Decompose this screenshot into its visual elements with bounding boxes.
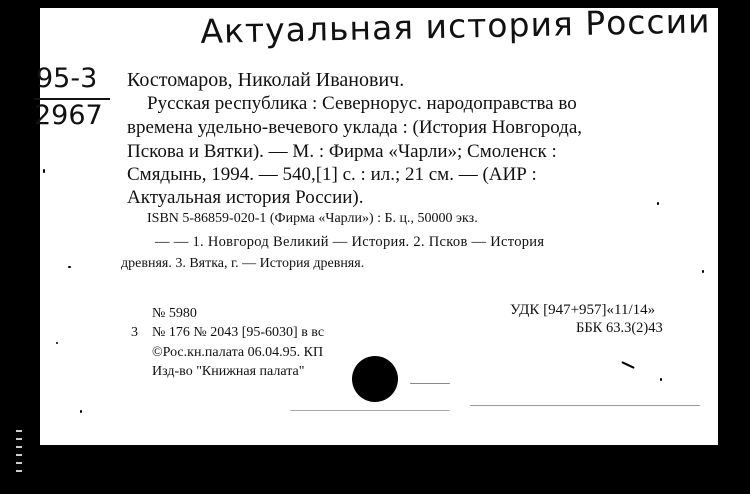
scan-speck [621, 361, 635, 369]
udk-classification: УДК [947+957]«11/14» [510, 302, 656, 318]
scan-speck [290, 410, 450, 411]
subjects-line-2: древняя. 3. Вятка, г. — История древняя. [121, 256, 365, 271]
scan-speck [80, 410, 82, 413]
scan-speck [702, 270, 704, 273]
title-line-2: времена удельно-вечевого уклада : (История Новгорода, [127, 117, 583, 138]
edge-tick [16, 438, 22, 440]
title-line-4: Смядынь, 1994. — 540,[1] с. : ил.; 21 см. — (АИР : [127, 164, 537, 185]
scan-speck [56, 342, 58, 344]
title-line-1: Русская республика : Севернорус. народоправства во [147, 93, 577, 114]
isbn-line: ISBN 5-86859-020-1 (Фирма «Чарли») : Б. ц., 50000 экз. [147, 211, 478, 226]
scan-speck [68, 266, 71, 268]
title-line-3: Пскова и Вятки). — М. : Фирма «Чарли»; Смоленск : [127, 141, 557, 162]
shelf-mark-bottom: 2967 [34, 100, 103, 131]
registration-line: № 176 № 2043 [95-6030] в вс [152, 325, 325, 340]
edge-tick [16, 454, 22, 456]
copy-count: 3 [131, 325, 138, 340]
catalog-card [34, 1, 718, 445]
book-chamber-line: ©Рос.кн.палата 06.04.95. КП [152, 345, 324, 360]
scanner-edge-strip [0, 0, 40, 494]
edge-tick [16, 430, 22, 432]
card-punch-hole [352, 356, 398, 402]
card-number: № 5980 [152, 306, 197, 321]
title-line-5: Актуальная история России). [127, 187, 364, 208]
scan-speck [43, 169, 45, 173]
publisher-line: Изд-во "Книжная палата" [152, 364, 305, 379]
edge-tick [16, 462, 22, 464]
scan-speck [657, 202, 659, 205]
handwritten-series-title: Актуальная история России [200, 1, 711, 51]
subjects-line-1: — — 1. Новгород Великий — История. 2. Псков — История [155, 234, 545, 250]
author-heading: Костомаров, Николай Иванович. [127, 69, 405, 91]
edge-tick [16, 446, 22, 448]
bbk-classification: ББК 63.3(2)43 [576, 320, 663, 336]
edge-tick [16, 470, 22, 472]
scan-speck [410, 383, 450, 384]
scan-speck [470, 405, 700, 406]
shelf-mark-top: 95-3 [36, 63, 98, 94]
scan-speck [660, 378, 662, 381]
